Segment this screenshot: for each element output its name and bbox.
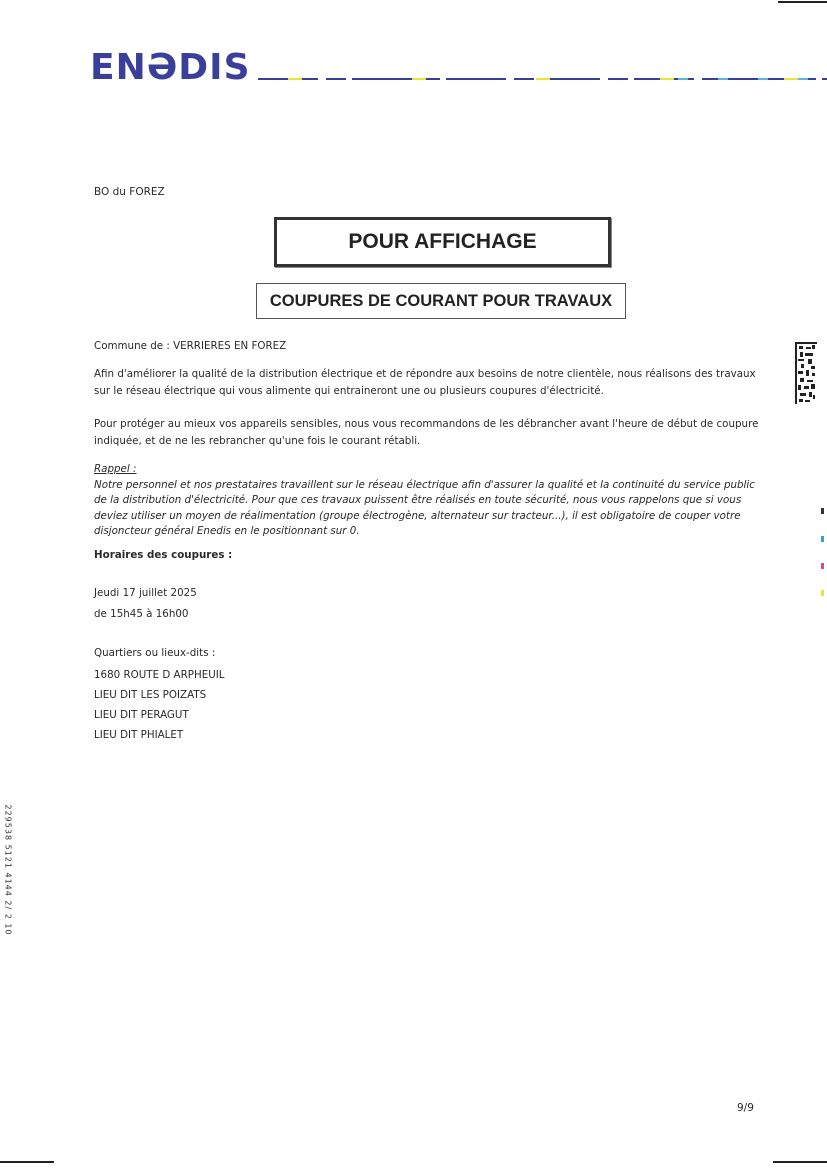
enedis-logo-mark [90,46,250,86]
schedule-heading: Horaires des coupures : [94,549,233,561]
scan-corner-line [773,1161,827,1163]
location-item: LIEU DIT PHIALET [94,729,184,741]
scan-corner-line [778,1,827,3]
rappel-block [94,462,759,540]
print-mark [821,590,824,596]
locations-heading: Quartiers ou lieux-dits : [94,647,216,659]
advice-paragraph: Pour protéger au mieux vos appareils sensibles, nous vous recommandons de les débrancher avant l'heure de début de coupure indiquée, et de ne les rebrancher qu'une fois le courant rétabli. [94,418,759,447]
rappel-text: Notre personnel et nos prestataires travaillent sur le réseau électrique afin d'assurer la qualité et la continuité du service public de la distribution d'électricité. Pour que ces travaux puissent être réalisés en toute sécurité, nous vous rappelons que si vous deviez utiliser un moyen de réalimentation (groupe électrogène, alternateur sur tracteur...), il est obligatoire de couper votre disjoncteur général Enedis en le positionnant sur 0. [94,478,755,537]
print-mark [821,508,824,514]
rappel-label: Rappel : [94,463,137,475]
schedule-time: de 15h45 à 16h00 [94,608,189,620]
print-mark [821,536,824,542]
subtitle-box: COUPURES DE COURANT POUR TRAVAUX [256,283,626,319]
commune-line: Commune de : VERRIERES EN FOREZ [94,340,287,352]
header-rule [258,77,827,81]
side-reference-code: 229538 5121 4144 2/ 2 10 [3,804,13,936]
schedule-date: Jeudi 17 juillet 2025 [94,587,197,599]
enedis-logo [90,46,250,92]
title-box: POUR AFFICHAGE [274,217,611,267]
location-item: LIEU DIT PERAGUT [94,709,189,721]
sender-label: BO du FOREZ [94,186,165,198]
locations-list [94,665,759,745]
datamatrix-code [795,342,817,404]
page-number: 9/9 [737,1102,754,1114]
location-item: 1680 ROUTE D ARPHEUIL [94,669,225,681]
intro-paragraph: Afin d'améliorer la qualité de la distribution électrique et de répondre aux besoins de notre clientèle, nous réalisons des travaux sur le réseau électrique qui vous alimente qui entraineront une ou plusieurs coupures d'électricité. [94,368,756,397]
location-item: LIEU DIT LES POIZATS [94,689,207,701]
svg-text:ENƏDIS: ENƏDIS [90,47,250,86]
scan-corner-line [0,1161,54,1163]
print-mark [821,563,824,569]
